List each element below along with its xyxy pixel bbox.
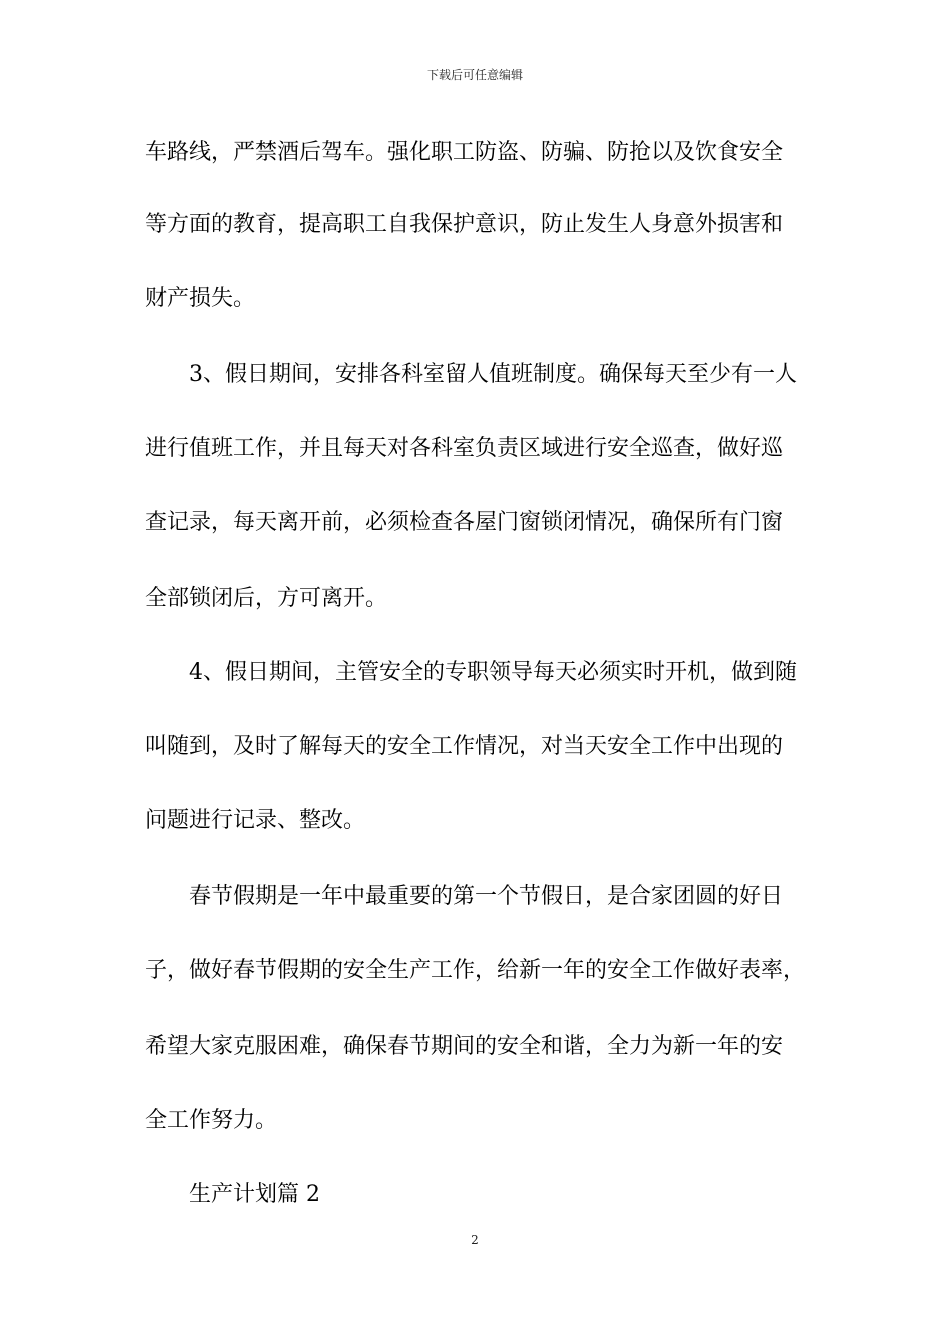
paragraph-line: 财产损失。 [145,286,256,311]
page-number: 2 [471,1233,479,1247]
section-heading: 生产计划篇 2 [189,1182,320,1207]
page-header: 下载后可任意编辑 [426,68,523,82]
paragraph-line: 查记录，每天离开前，必须检查各屋门窗锁闭情况，确保所有门窗 [145,510,784,535]
paragraph-line: 全工作努力。 [145,1108,278,1133]
paragraph-line: 叫随到，及时了解每天的安全工作情况，对当天安全工作中出现的 [145,734,784,759]
paragraph-line: 等方面的教育，提高职工自我保护意识，防止发生人身意外损害和 [145,212,784,237]
paragraph-line: 3、假日期间，安排各科室留人值班制度。确保每天至少有一人 [189,362,797,387]
paragraph-line: 全部锁闭后，方可离开。 [145,586,388,611]
paragraph-line: 子，做好春节假期的安全生产工作，给新一年的安全工作做好表率， [145,958,806,983]
paragraph-line: 春节假期是一年中最重要的第一个节假日，是合家团圆的好日 [189,884,784,909]
paragraph-line: 希望大家克服困难，确保春节期间的安全和谐，全力为新一年的安 [145,1034,784,1059]
paragraph-line: 进行值班工作，并且每天对各科室负责区域进行安全巡查，做好巡 [145,436,784,461]
paragraph-line: 车路线，严禁酒后驾车。强化职工防盗、防骗、防抢以及饮食安全 [145,140,784,165]
paragraph-line: 4、假日期间，主管安全的专职领导每天必须实时开机，做到随 [189,660,797,685]
paragraph-line: 问题进行记录、整改。 [145,808,366,833]
